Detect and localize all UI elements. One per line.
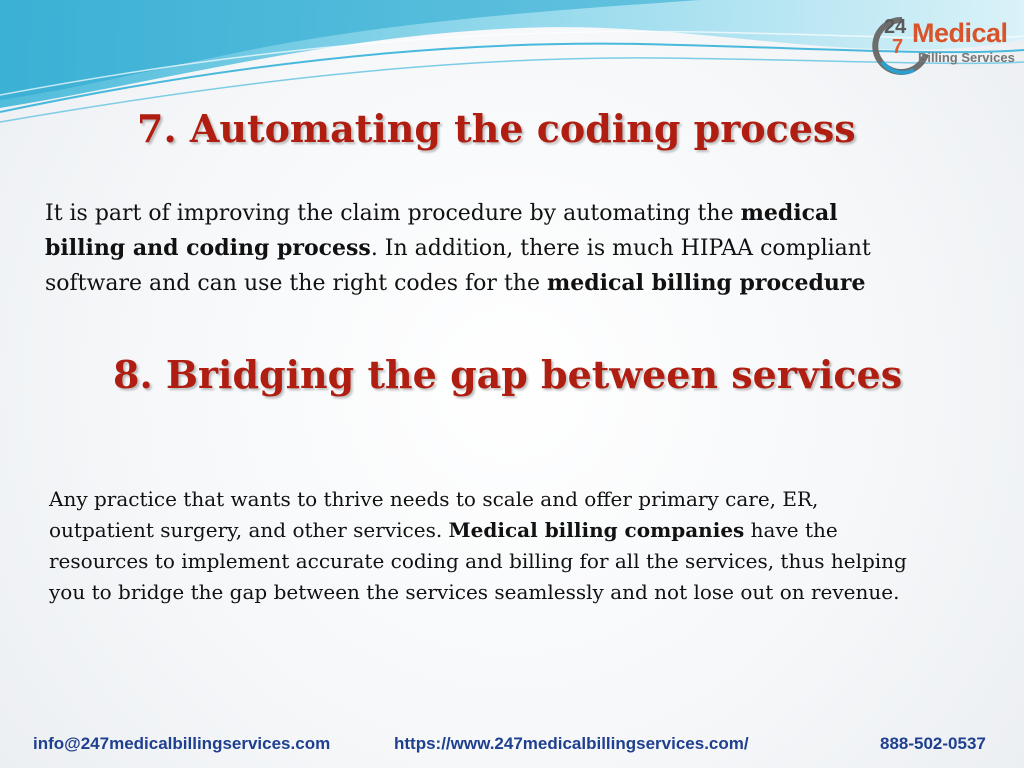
body-line <box>45 266 871 301</box>
text-span: have the <box>744 518 838 542</box>
text-span: outpatient surgery, and other services. <box>49 518 449 542</box>
logo-number-top: 24 <box>884 16 907 38</box>
text-span: It is part of improving the claim procedure by automating the <box>45 201 741 226</box>
text-span: Any practice that wants to thrive needs to scale and offer primary care, ER, <box>49 487 819 511</box>
body-line <box>49 577 907 608</box>
logo-word: Medical <box>912 18 1008 48</box>
text-span: . In addition, there is much HIPAA compliant <box>370 236 871 261</box>
footer-website-link[interactable]: https://www.247medicalbillingservices.com/ <box>394 734 749 753</box>
bold-text-span: Medical billing companies <box>448 518 745 542</box>
body-line <box>45 196 871 231</box>
text-span: software and can use the right codes for the <box>45 271 547 296</box>
footer-email-link[interactable]: info@247medicalbillingservices.com <box>33 734 331 753</box>
bold-text-span: billing and coding process <box>45 235 371 261</box>
section-body-bridging <box>49 484 907 608</box>
text-span: you to bridge the gap between the services seamlessly and not lose out on revenue. <box>49 580 900 604</box>
footer-phone-number: 888-502-0537 <box>880 734 986 753</box>
logo-number-bottom: 7 <box>892 36 904 58</box>
body-line <box>49 546 907 577</box>
bold-text-span: medical <box>740 200 838 226</box>
section-heading-automating: 7. Automating the coding process <box>137 106 856 151</box>
bold-text-span: medical billing procedure <box>546 270 866 296</box>
body-line <box>49 515 907 546</box>
section-heading-bridging: 8. Bridging the gap between services <box>113 352 903 397</box>
body-line <box>45 231 871 266</box>
section-body-automating <box>45 196 871 301</box>
company-logo <box>868 12 1018 74</box>
body-line <box>49 484 907 515</box>
logo-subtitle: Billing Services <box>918 50 1015 65</box>
text-span: resources to implement accurate coding and billing for all the services, thus helping <box>49 549 907 573</box>
